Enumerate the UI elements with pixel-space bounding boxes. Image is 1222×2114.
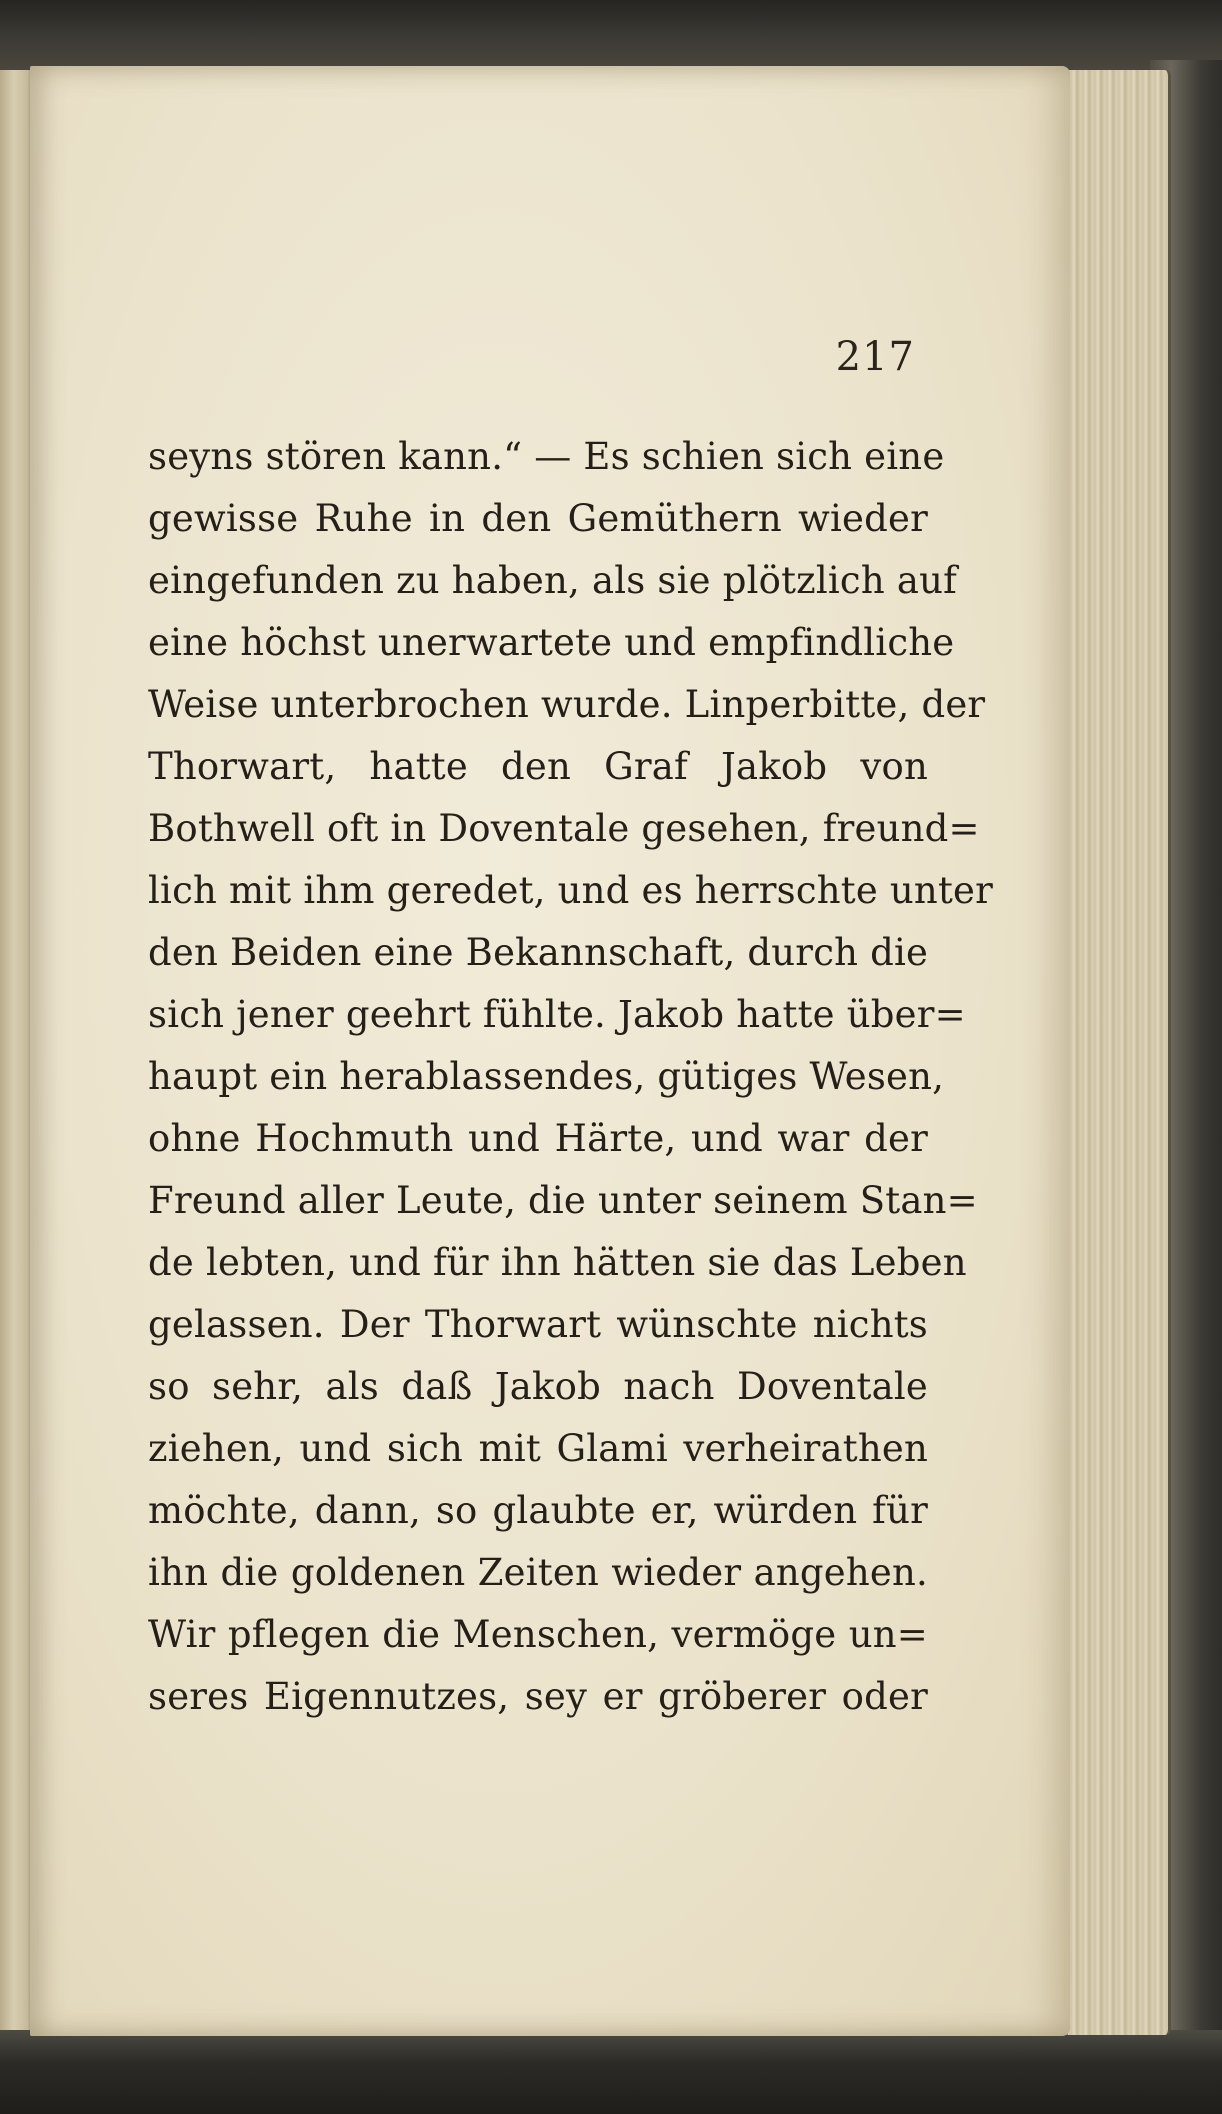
text-line: gelassen. Der Thorwart wünschte nichts bbox=[148, 1303, 928, 1346]
text-line: ziehen, und sich mit Glami verheirathen bbox=[148, 1427, 928, 1470]
text-line: sich jener geehrt fühlte. Jakob hatte über= bbox=[148, 993, 966, 1036]
page-number: 217 bbox=[835, 334, 915, 380]
text-line: lich mit ihm geredet, und es herrschte unter bbox=[148, 869, 994, 912]
text-line: den Beiden eine Bekannschaft, durch die bbox=[148, 931, 929, 974]
text-line: Weise unterbrochen wurde. Linperbitte, der bbox=[148, 683, 986, 726]
text-line: haupt ein herablassendes, gütiges Wesen, bbox=[148, 1055, 945, 1098]
text-line: seyns stören kann.“ — Es schien sich eine bbox=[148, 435, 945, 478]
text-line: so sehr, als daß Jakob nach Doventale bbox=[148, 1365, 928, 1408]
text-line: ihn die goldenen Zeiten wieder angehen. bbox=[148, 1551, 928, 1594]
text-line: eingefunden zu haben, als sie plötzlich auf bbox=[148, 559, 958, 602]
text-line: Bothwell oft in Doventale gesehen, freund= bbox=[148, 807, 980, 850]
body-text bbox=[148, 426, 994, 1728]
text-line: gewisse Ruhe in den Gemüthern wieder bbox=[148, 497, 928, 540]
text-line: ohne Hochmuth und Härte, und war der bbox=[148, 1117, 928, 1160]
text-line: eine höchst unerwartete und empfindliche bbox=[148, 621, 955, 664]
book-cover-bottom-edge bbox=[0, 2030, 1222, 2114]
text-line: Thorwart, hatte den Graf Jakob von bbox=[148, 745, 928, 788]
text-line: seres Eigennutzes, sey er gröberer oder bbox=[148, 1675, 928, 1718]
text-line: de lebten, und für ihn hätten sie das Leben bbox=[148, 1241, 967, 1284]
text-line: möchte, dann, so glaubte er, würden für bbox=[148, 1489, 928, 1532]
book-cover-top-edge bbox=[0, 0, 1222, 72]
text-line: Wir pflegen die Menschen, vermöge un= bbox=[148, 1613, 928, 1656]
page-stack-edges bbox=[1065, 70, 1171, 2035]
book-page bbox=[30, 66, 1070, 2036]
text-line: Freund aller Leute, die unter seinem Stan= bbox=[148, 1179, 978, 1222]
